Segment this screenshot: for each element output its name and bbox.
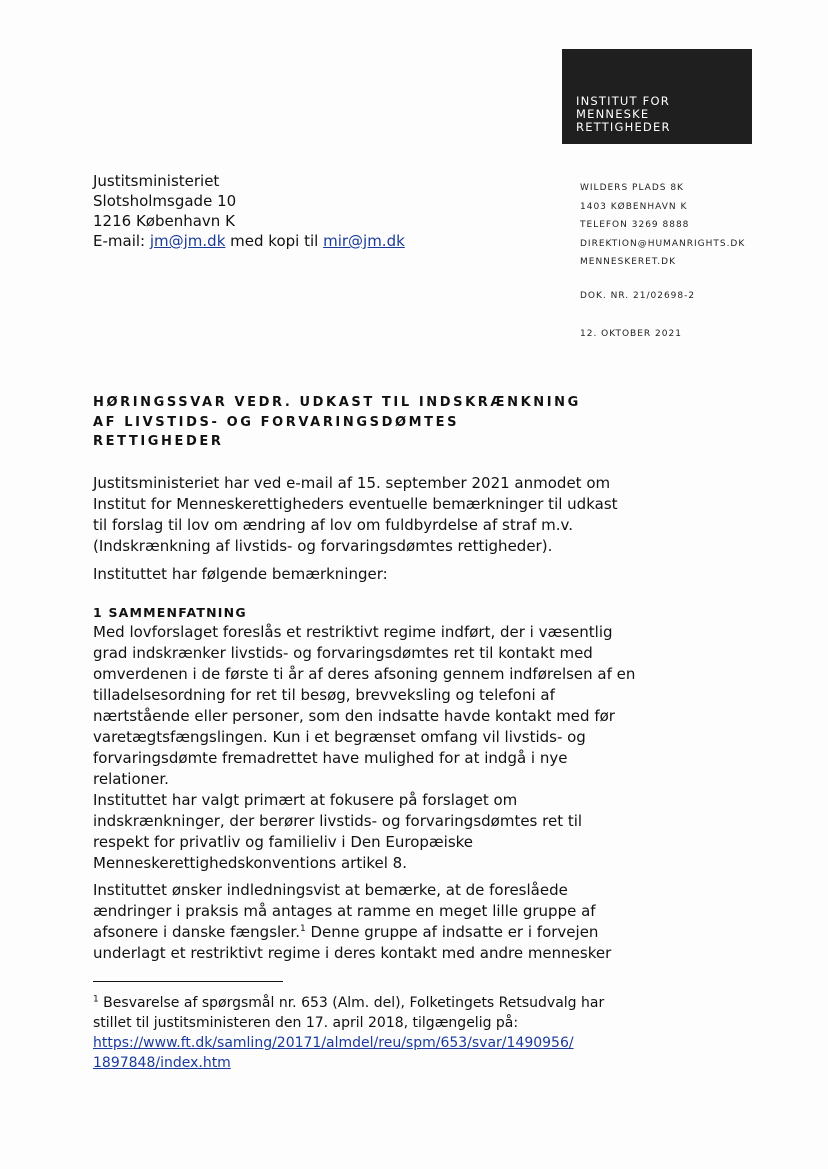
paragraph-line: tilladelsesordning for ret til besøg, brevveksling og telefoni af bbox=[93, 686, 555, 704]
footnote-text: Besvarelse af spørgsmål nr. 653 (Alm. del), Folketingets Retsudvalg har bbox=[98, 995, 605, 1011]
heading-line-1: HØRINGSSVAR VEDR. UDKAST TIL INDSKRÆNKNING bbox=[93, 395, 581, 410]
sender-address bbox=[580, 179, 745, 272]
recipient-address bbox=[93, 171, 405, 251]
recipient-name: Justitsministeriet bbox=[93, 172, 220, 190]
paragraph-line: nærtstående eller personer, som den indsatte havde kontakt med før bbox=[93, 707, 615, 725]
email-middle-text: med kopi til bbox=[225, 232, 324, 250]
paragraph-line: Institut for Menneskerettigheders eventuelle bemærkninger til udkast bbox=[93, 495, 618, 513]
email-link-mir[interactable]: mir@jm.dk bbox=[323, 232, 405, 250]
logo-line-3: RETTIGHEDER bbox=[576, 120, 671, 134]
sender-city: 1403 KØBENHAVN K bbox=[580, 201, 688, 212]
paragraph-line: relationer. bbox=[93, 770, 169, 788]
paragraph-text: Denne gruppe af indsatte er i forvejen bbox=[305, 923, 599, 941]
section-title-summary bbox=[93, 602, 563, 623]
heading-line-2: AF LIVSTIDS- OG FORVARINGSDØMTES bbox=[93, 414, 460, 430]
logo-line-2: MENNESKE bbox=[576, 107, 650, 121]
paragraph-intro bbox=[93, 473, 618, 557]
paragraph-line: (Indskrænkning af livstids- og forvaringsdømtes rettigheder). bbox=[93, 537, 553, 555]
recipient-street: Slotsholmsgade 10 bbox=[93, 192, 237, 210]
paragraph-line: forvaringsdømte fremadrettet have mulighed for at indgå i nye bbox=[93, 749, 568, 767]
paragraph-text: afsonere i danske fængsler. bbox=[93, 923, 300, 941]
sender-phone: TELEFON 3269 8888 bbox=[580, 220, 690, 230]
email-prefix: E-mail: bbox=[93, 232, 150, 250]
footnote-divider bbox=[93, 981, 283, 982]
paragraph-line: grad indskrænker livstids- og forvaringsdømtes ret til kontakt med bbox=[93, 644, 593, 662]
paragraph-line: respekt for privatliv og familieliv i Den Europæiske bbox=[93, 833, 474, 851]
sender-email: DIREKTION@HUMANRIGHTS.DK bbox=[580, 238, 746, 249]
paragraph-line: Menneskerettighedskonventions artikel 8. bbox=[93, 854, 407, 872]
paragraph-line: indskrænkninger, der berører livstids- og forvaringsdømtes ret til bbox=[93, 812, 583, 830]
footnote-marker: 1 bbox=[93, 994, 99, 1005]
paragraph-line: Instituttet har følgende bemærkninger: bbox=[93, 565, 388, 583]
footnote-reference[interactable]: 1 bbox=[299, 924, 306, 934]
document-number: DOK. NR. 21/02698-2 bbox=[580, 291, 696, 301]
paragraph-line: til forslag til lov om ændring af lov om fuldbyrdelse af straf m.v. bbox=[93, 516, 573, 534]
paragraph-line bbox=[93, 922, 599, 943]
paragraph-line: varetægtsfængslingen. Kun i et begrænset omfang vil livstids- og bbox=[93, 728, 586, 746]
document-heading bbox=[93, 393, 581, 452]
sender-street: WILDERS PLADS 8K bbox=[580, 183, 684, 193]
section-title-text: 1 SAMMENFATNING bbox=[93, 605, 247, 620]
footnote bbox=[93, 993, 605, 1073]
footnote-url-link-cont[interactable]: 1897848/index.htm bbox=[93, 1055, 231, 1071]
sender-website: MENNESKERET.DK bbox=[580, 257, 676, 267]
paragraph-line: Instituttet ønsker indledningsvist at bemærke, at de foreslåede bbox=[93, 881, 568, 899]
paragraph-focus bbox=[93, 790, 583, 874]
recipient-city: 1216 København K bbox=[93, 212, 235, 230]
paragraph-remarks bbox=[93, 564, 563, 585]
footnote-url-link[interactable]: https://www.ft.dk/samling/20171/almdel/reu/spm/653/svar/1490956/ bbox=[93, 1035, 574, 1051]
footnote-line bbox=[93, 993, 605, 1013]
paragraph-line: Instituttet har valgt primært at fokusere på forslaget om bbox=[93, 791, 518, 809]
paragraph-line: ændringer i praksis må antages at ramme en meget lille gruppe af bbox=[93, 902, 596, 920]
logo-text bbox=[576, 95, 671, 134]
paragraph-preliminary bbox=[93, 880, 612, 964]
footnote-line: stillet til justitsministeren den 17. april 2018, tilgængelig på: bbox=[93, 1015, 519, 1031]
paragraph-summary bbox=[93, 622, 636, 790]
institute-logo bbox=[562, 49, 752, 144]
heading-line-3: RETTIGHEDER bbox=[93, 434, 224, 449]
paragraph-line: Med lovforslaget foreslås et restriktivt regime indført, der i væsentlig bbox=[93, 623, 613, 641]
paragraph-line: omverdenen i de første ti år af deres afsoning gennem indførelsen af en bbox=[93, 665, 636, 683]
logo-line-1: INSTITUT FOR bbox=[576, 94, 670, 108]
document-date: 12. OKTOBER 2021 bbox=[580, 329, 682, 339]
email-link-jm[interactable]: jm@jm.dk bbox=[149, 232, 226, 250]
paragraph-line: Justitsministeriet har ved e-mail af 15. september 2021 anmodet om bbox=[93, 474, 611, 492]
paragraph-line: underlagt et restriktivt regime i deres kontakt med andre mennesker bbox=[93, 944, 612, 962]
recipient-email-line bbox=[93, 231, 405, 251]
